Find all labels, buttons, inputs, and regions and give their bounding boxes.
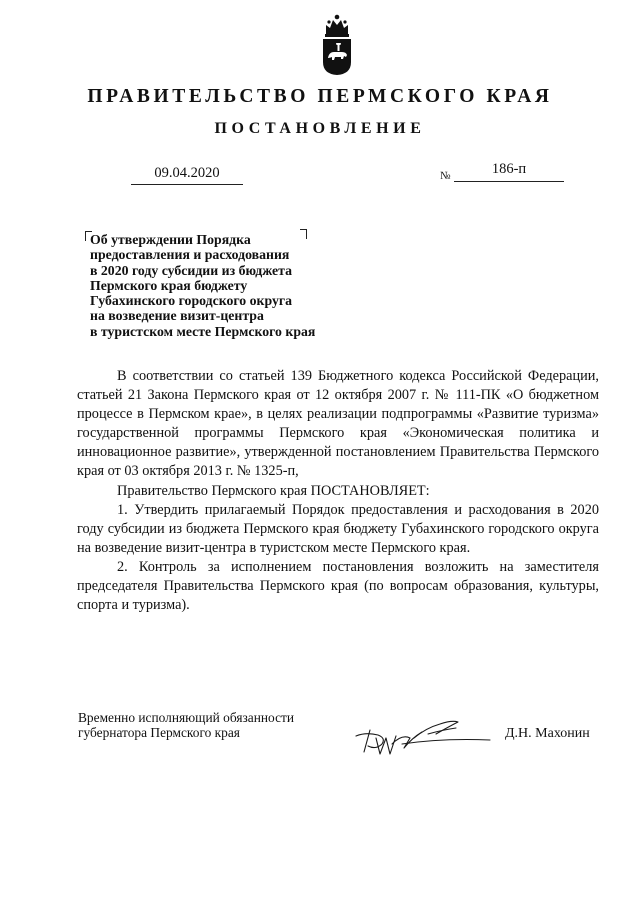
- signer-position-line: губернатора Пермского края: [78, 725, 240, 740]
- subject-line: предоставления и расходования: [90, 247, 290, 263]
- item-2-paragraph: 2. Контроль за исполнением постановления возложить на заместителя председателя Правительства Пермского края (по вопросам образования, культуры, спорта и туризма).: [77, 558, 599, 614]
- handwritten-signature: [352, 708, 492, 758]
- subject-line: в туристском месте Пермского края: [90, 323, 316, 339]
- date-field: [131, 164, 243, 185]
- item-1-paragraph: 1. Утвердить прилагаемый Порядок предоставления и расходования в 2020 году субсидии из бюджета Пермского края бюджету Губахинского городского округа на возведение визит-центра в туристском месте Пермского края.: [77, 501, 599, 556]
- subject-line: Пермского края бюджету: [90, 277, 248, 293]
- number-field: [454, 161, 564, 182]
- government-title: ПРАВИТЕЛЬСТВО ПЕРМСКОГО КРАЯ: [87, 86, 553, 107]
- decree-paragraph: Правительство Пермского края ПОСТАНОВЛЯЕТ:: [117, 482, 430, 499]
- subject-line: Губахинского городского округа: [90, 293, 293, 309]
- document-date: 09.04.2020: [154, 165, 220, 181]
- document-subject: [90, 232, 360, 339]
- subject-line: Об утверждении Порядка: [90, 232, 251, 247]
- signer-position: [78, 710, 294, 740]
- signer-position-line: Временно исполняющий обязанности: [78, 710, 295, 725]
- signer-name: Д.Н. Махонин: [505, 726, 590, 741]
- document-type: ПОСТАНОВЛЕНИЕ: [214, 120, 426, 137]
- coat-of-arms-icon: [320, 12, 354, 76]
- preamble-paragraph: В соответствии со статьей 139 Бюджетного кодекса Российской Федерации, статьей 21 Закона Пермского края от 12 октября 2007 г. № 111-ПК «О бюджетном процессе в Пермском крае», в целях реализации подпрограммы «Развитие туризма» государственной программы Пермского края «Экономическая политика и инновационное развитие», утвержденной постановлением Правительства Пермского края от 03 октября 2013 г. № 1325-п,: [77, 368, 599, 480]
- number-sign: №: [440, 170, 451, 182]
- document-number: 186-п: [491, 161, 527, 177]
- document-body: [77, 367, 599, 615]
- subject-line: в 2020 году субсидии из бюджета: [90, 262, 293, 278]
- subject-line: на возведение визит-центра: [90, 308, 264, 324]
